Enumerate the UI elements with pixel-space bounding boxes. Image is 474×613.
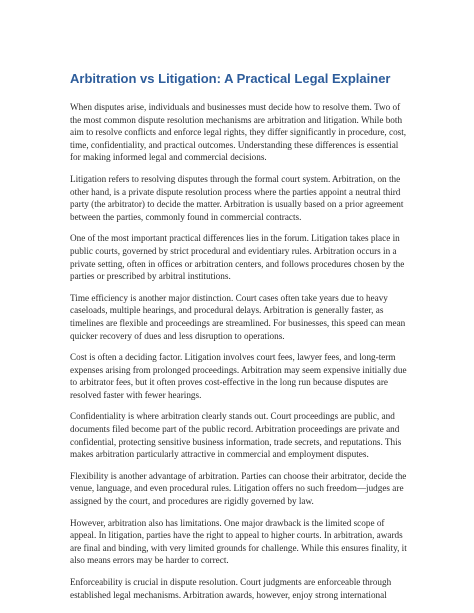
paragraph-forum: One of the most important practical differences lies in the forum. Litigation takes place in public courts, governed by strict procedural and evidentiary rules. Arbitration occurs in a private setting, often in offices or arbitration centers, and follows procedures chosen by the parties or prescribed by arbitral institutions.	[70, 233, 405, 282]
paragraph-intro: When disputes arise, individuals and businesses must decide how to resolve them. Two of the most common dispute resolution mechanisms are arbitration and litigation. While both aim to resolve conflicts and enforce legal rights, they differ significantly in procedure, cost, time, confidentiality, and practical outcomes. Understanding these differences is essential for making informed legal and commercial decisions.	[70, 102, 407, 163]
paragraph-time-efficiency: Time efficiency is another major distinction. Court cases often take years due to heavy caseloads, multiple hearings, and procedural delays. Arbitration is generally faster, as timelines are flexible and proceedings are streamlined. For businesses, this speed can mean quicker recovery of dues and less disruption to operations.	[70, 292, 406, 341]
paragraph-cost: Cost is often a deciding factor. Litigation involves court fees, lawyer fees, and long-term expenses arising from prolonged proceedings. Arbitration may seem expensive initially due to arbitrator fees, but it often proves cost-effective in the long run because disputes are resolved faster with fewer hearings.	[70, 352, 407, 400]
document-title: Arbitration vs Litigation: A Practical Legal Explainer	[70, 71, 391, 86]
paragraph-confidentiality: Confidentiality is where arbitration clearly stands out. Court proceedings are public, and documents filed become part of the public record. Arbitration proceedings are private and confidential, protecting sensitive business information, trade secrets, and reputations. This makes arbitration particularly attractive in commercial and employment disputes.	[70, 411, 402, 460]
paragraph-flexibility: Flexibility is another advantage of arbitration. Parties can choose their arbitrator, decide the venue, language, and even procedural rules. Litigation offers no such freedom—judges are assigned by the court, and procedures are rigidly governed by law.	[70, 470, 407, 507]
paragraph-enforceability: Enforceability is crucial in dispute resolution. Court judgments are enforceable through established legal mechanisms. Arbitration awards, however, enjoy strong international	[70, 577, 392, 600]
paragraph-definitions: Litigation refers to resolving disputes through the formal court system. Arbitration, on the other hand, is a private dispute resolution process where the parties appoint a neutral third party (the arbitrator) to decide the matter. Arbitration is usually based on a prior agreement between the parties, commonly found in commercial contracts.	[70, 173, 404, 222]
paragraph-limitations: However, arbitration also has limitations. One major drawback is the limited scope of appeal. In litigation, parties have the right to appeal to higher courts. In arbitration, awards are final and binding, with very limited grounds for challenge. While this ensures finality, it also means errors may be harder to correct.	[70, 517, 407, 566]
